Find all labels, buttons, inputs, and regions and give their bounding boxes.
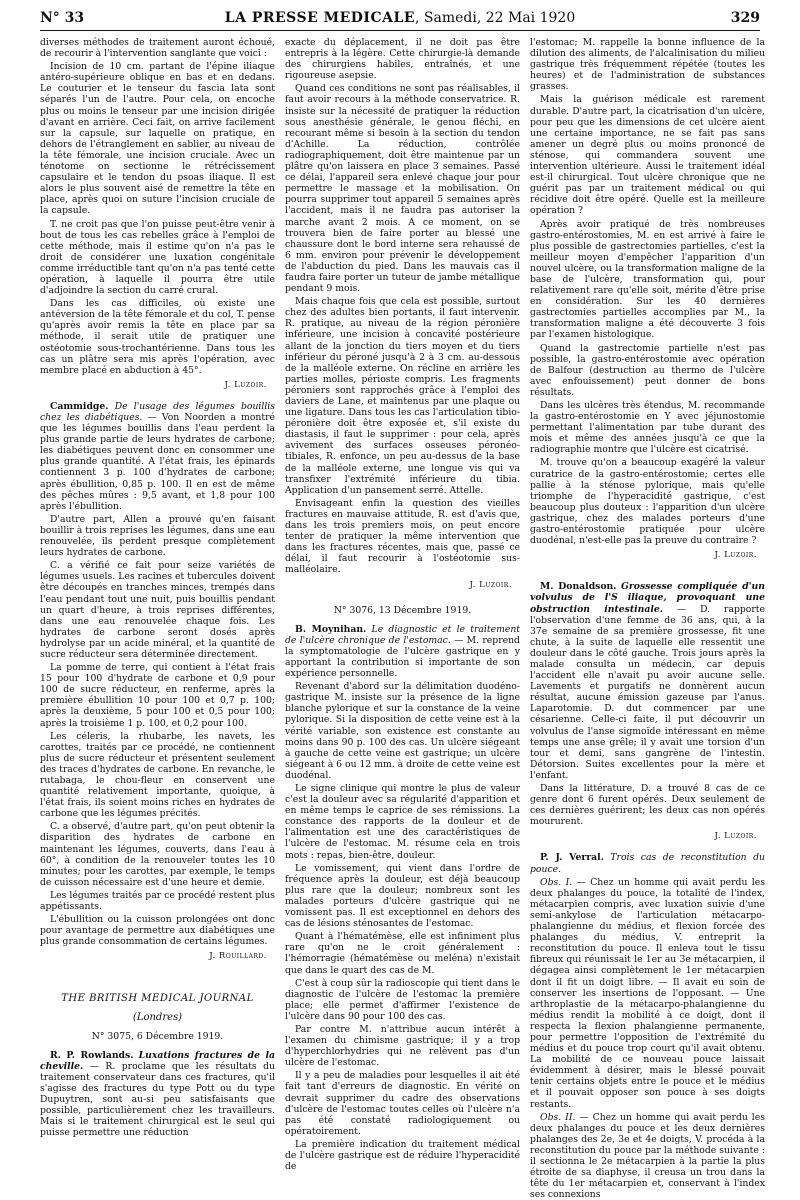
paragraph-text: — Chez un homme qui avait perdu les deux phalanges du pouce et les deux dernières phalanges des 2e, 3e et 4e doigts, V. procéda à la reconstitution du pouce par la méthode suivante : il sectionna le 2e métacarpien à la partie la plus étroite de sa diaphyse, il creusa un trou dans la tête du 1er métacarpien et, conservant à l'index ses connexions (530, 1111, 765, 1200)
paragraph: exacte du déplacement, il ne doit pas être entrepris à la légère. Cette chirurgie-là demande des chirurgiens habiles, entraînés, et une rigoureuse asepsie. (285, 37, 520, 82)
abstract-lead (285, 624, 520, 679)
paragraph-text: — Von Noorden a montré que les légumes bouillis dans l'eau perdent la plus grande partie de leurs hydrates de carbone; les diabétiques peuvent donc en consommer une plus grande quantité. A l'état frais, les épinards contiennent 3 p. 100 d'hydrates de carbone; après ébullition, 0,85 p. 100. Il en est de même des pêches mûres : 9,5 avant, et 1,8 pour 100 après l'ébullition. (40, 412, 275, 512)
paragraph: Revenant d'abord sur la délimitation duodéno-gastrique M. insiste sur la présence de la ligne blanche pylorique et sur la constance de la veine pylorique. Si la disposition de cette veine est à la vérité variable, son existence est constante au moins dans 90 p. 100 des cas. Un ulcère siégeant à gauche de cette veine est gastrique; un ulcère siégeant à 6 ou 12 mm. à droite de cette veine est duodénal. (285, 681, 520, 781)
paragraph-text: — D. rapporte l'observation d'une femme de 36 ans, qui, à la 37e semaine de sa première grossesse, fit une chute, à la suite de laquelle elle ressentit une douleur dans le côté gauche. Trois jours après la malade consulta un médecin, car depuis l'accident elle n'avait pu avoir aucune selle. Lavements et purgatifs ne donnèrent aucun résultat, aucune émission gazeuse par l'anus. Laparotomie. D. dut commencer par une césarienne. Celle-ci faite, il put découvrir un volvulus de l'anse sigmoïde intéressant en même temps une anse grêle; il y avait une torsion d'un tour et demi, sans gangrène de l'intestin. Détorsion. Suites excellentes pour la mère et l'enfant. (530, 603, 765, 781)
paragraph: La pomme de terre, qui contient à l'état frais 15 pour 100 d'hydrate de carbone et 0,9 pour 100 de sucre réducteur, en renferme, après la première ébullition 10 pour 100 et 0,7 p. 100; après la deuxième, 5 pour 100 et 0,5 pour 100; après la troisième 1 p. 100, et 0,2 pour 100. (40, 662, 275, 729)
article-author: R. P. Rowlands. (50, 1049, 134, 1061)
paragraph: Les légumes traités par ce procédé restent plus appétissants. (40, 889, 275, 913)
page-header (40, 8, 760, 31)
column-3 (530, 37, 766, 1200)
paragraph: Incision de 10 cm. partant de l'épine iliaque antéro-supérieure oblique en bas et en dedans. Le couturier et le tenseur du fascia lata sont séparés l'un de l'autre. Pour cela, on encoche plus ou moins le tenseur par une incision dirigée d'avant en arrière. Ceci fait, on arrive facilement sur la capsule, sur laquelle on pratique, en dehors de l'étranglement en sablier, au niveau de la tête fémorale, une incision cruciale. Avec un ténotome on sectionne le rétrécissement capsulaire et le tendon du psoas iliaque. Il est alors le plus souvent aisé de remettre la tête en place, après quoi on suture l'incision cruciale de la capsule. (40, 61, 275, 217)
observation-label: Obs. II. (540, 1111, 576, 1123)
observation (530, 877, 765, 1110)
page-number: 329 (730, 10, 760, 26)
article-columns (40, 37, 766, 1200)
paragraph: Mais chaque fois que cela est possible, surtout chez des adultes bien portants, il faut intervenir. R. pratique, au niveau de la région péronière inférieure, une incision à concavité postérieure allant de la jonction du tiers moyen et du tiers inférieur du péroné jusqu'à 2 à 3 cm. au-dessous de la malléole externe. On récline en arrière les parties molles, périoste compris. Les fragments péroniers sont rapprochés grâce à l'emploi des daviers de Lane, et maintenus par une plaque ou une ligature. Dans tous les cas l'articulation tibio-péronière doit être exposée et, s'il existe du diastasis, il faut le supprimer : pour cela, après avivement des surfaces osseuses péronéo-tibiales, R. enfonce, un peu au-dessus de la base de la malléole externe, une longue vis qui va transfixer l'extrémité inférieure du tibia. Application d'un pansement serré. Attelle. (285, 296, 520, 496)
paragraph-text: — M. reprend la symptomatologie de l'ulcère gastrique en y apportant la contribution si importante de son expérience personnelle. (285, 634, 520, 680)
article-author: Cammidge. (50, 400, 109, 412)
paragraph: C'est à coup sûr la radioscopie qui tient dans le diagnostic de l'ulcère de l'estomac la première place; elle permet d'affirmer l'existence de l'ulcère dans 90 pour 100 des cas. (285, 977, 520, 1022)
paragraph: Dans les ulcères très étendus, M. recommande la gastro-entérostomie en Y avec jéjunostomie permettant l'alimentation par tube durant des mois et même des années jusqu'à ce que la radiographie montre que l'ulcère est cicatrisé. (530, 400, 765, 456)
article-title: De l'usage des légumes bouillis chez les diabétiques. (40, 400, 275, 423)
paragraph: Par contre M. n'attribue aucun intérêt à l'examen du chimisme gastrique; il y a trop d'hyperchlorhydries qui ne relèvent pas d'un ulcère de l'estomac. (285, 1023, 520, 1069)
abstract-lead (530, 852, 765, 874)
paragraph: Quand la gastrectomie partielle n'est pas possible, la gastro-entérostomie avec opération de Balfour (destruction au thermo de l'ulcère avec enfouissement) peut donner de bons résultats. (530, 342, 765, 398)
masthead-date: , Samedi, 22 Mai 1920 (415, 10, 576, 26)
paragraph: La première indication du traitement médical de l'ulcère gastrique est de réduire l'hyperacidité de (285, 1138, 520, 1173)
paragraph: T. ne croit pas que l'on puisse peut-être venir à bout de tous les cas rebelles grâce à l'emploi de cette méthode, mais il estime qu'on n'a pas le droit de considérer une luxation congénitale comme irréductible tant qu'on n'a pas tenté cette opération, à laquelle il pourra être utile d'adjoindre la section du carré crural. (40, 218, 275, 297)
paragraph: l'estomac; M. rappelle la bonne influence de la dilution des aliments, de l'alcalinisation du milieu gastrique très fréquemment répétée (toutes les heures) et de l'administration de substances grasses. (530, 37, 765, 93)
masthead (40, 10, 760, 26)
paragraph: Dans la littérature, D. a trouvé 8 cas de ce genre dont 6 furent opérés. Deux seulement de ces dernières guérirent; les deux cas non opérés moururent. (530, 783, 765, 828)
paragraph-text: — R. proclame que les résultats du traitement conservateur dans ces fractures, qu'il s'agisse des fractures du type Pott ou du type Dupuytren, sont au-si peu satisfaisants que possible, particulièrement chez les travailleurs. Mais si le traitement chirurgical est le seul qui puisse permettre une réduction (40, 1060, 275, 1139)
article-author: B. Moynihan. (295, 623, 367, 635)
column-2 (285, 37, 520, 1173)
paragraph: Les céleris, la rhubarbe, les navets, les carottes, traités par ce procédé, ne contiennent plus de sucre réducteur et présentent seulement des traces d'hydrates de carbone. En revanche, le rutabaga, le chou-fleur en conservent une quantité relativement importante, quoique, à l'état frais, ils soient moins riches en hydrates de carbone que les légumes précités. (40, 730, 275, 820)
paragraph: Il y a peu de maladies pour lesquelles il ait été fait tant d'erreurs de diagnostic. En vérité on devrait supprimer du cadre des observations d'ulcère de l'estomac toutes celles où l'ulcère n'a pas été constaté radiologiquement ou opératoirement. (285, 1070, 520, 1137)
paragraph: M. trouve qu'on a beaucoup exagéré la valeur curatrice de la gastro-entérostomie; certes elle pallie à la sténose pylorique, mais qu'elle triomphe de l'hyperacidité gastrique, c'est beaucoup plus douteux : l'apparition d'un ulcère gastrique, chez des malades porteurs d'une gastro-entérostomie pratiquée pour ulcère duodénal, n'est-elle pas la preuve du contraire ? (530, 457, 765, 547)
paragraph: Le signe clinique qui montre le plus de valeur c'est la douleur avec sa régularité d'apparition et en même temps le caprice de ses rémissions. La constance des rapports de la douleur et de l'alimentation est une des caractéristiques de l'ulcère de l'estomac. M. résume cela en trois mots : repas, bien-être, douleur. (285, 783, 520, 861)
observation (530, 1112, 765, 1200)
column-1 (40, 37, 275, 1139)
paragraph: Envisageant enfin la question des vieilles fractures en mauvaise attitude, R. est d'avis que, dans les trois premiers mois, on peut encore tenter de pratiquer la même intervention que dans les fractures récentes, mais que, passé ce délai, il faut recourir à l'ostéotomie sus-malléolaire. (285, 497, 520, 576)
signature: J. Luzoir. (714, 831, 757, 842)
journal-heading: THE BRITISH MEDICAL JOURNAL (61, 992, 254, 1004)
article-title: Grossesse compliquée d'un volvulus de l'S iliaque, provoquant une obstruction intestinale. (530, 581, 765, 615)
abstract-lead (40, 1050, 275, 1139)
paragraph: Quand ces conditions ne sont pas réalisables, il faut avoir recours à la méthode conservatrice. R. insiste sur la nécessité de pratiquer la réduction sous anesthésie générale, le genou fléchi, en recourant même si besoin à la section du tendon d'Achille. La réduction, contrôlée radiographiquement, doit être maintenue par un plâtre qu'on laissera en place 3 semaines. Passé ce délai, l'appareil sera enlevé chaque jour pour permettre le massage et la mobilisation. On pourra supprimer tout appareil 5 semaines après l'accident, mais il ne faudra pas autoriser la marche avant 2 mois. A ce moment, on se trouvera bien de faire porter au blessé une chaussure dont le bord interne sera rehaussé de 6 mm. environ pour prévenir le développement de l'abduction du pied. Dans les mauvais cas il faudra faire porter un tuteur de jambe métallique pendant 9 mois. (285, 83, 520, 295)
article-title: Luxations fractures de la cheville. (40, 1049, 275, 1072)
article-title: Le diagnostic et le traitement de l'ulcère chronique de l'estomac. (285, 623, 520, 646)
paragraph: Après avoir pratiqué de très nombreuses gastro-entérostomies, M. en est arrivé à faire le plus possible de gastrectomies partielles, c'est la meilleur moyen d'empêcher l'apparition d'un nouvel ulcère, ou la transformation maligne de la base de l'ulcère, transformation qui, pour relativement rare qu'elle soit, mérite d'être prise en considération. Sur les 40 dernières gastrectomies partielles accomplies par M., la transformation maligne a été découverte 3 fois par l'examen histologique. (530, 218, 765, 341)
issue-number: N° 33 (40, 10, 85, 26)
paragraph: Dans les cas difficiles, où existe une antéversion de la tête fémorale et du col, T. pense qu'après avoir remis la tête en place par sa méthode, il serait utile de pratiquer une ostéotomie sous-trochantérienne. Dans tous les cas un plâtre sera mis après l'opération, avec membre placé en abduction à 45°. (40, 298, 275, 376)
paragraph: C. a observé, d'autre part, qu'on peut obtenir la disparition des hydrates de carbone en maintenant les légumes, couverts, dans l'eau à 60°, à condition de la renouveler toutes les 10 minutes; pour les carottes, par exemple, le temps de cuisson nécessaire est d'une heure et demie. (40, 821, 275, 888)
article-title: Trois cas de reconstitution du pouce. (530, 852, 766, 875)
journal-city: (Londres) (132, 1011, 183, 1023)
paragraph: Mais la guérison médicale est rarement durable. D'autre part, la cicatrisation d'un ulcère, pour peu que les dimensions de cet ulcère aient une certaine importance, ne se fait pas sans amener un degré plus ou moins prononcé de sténose, qui commandera souvent une intervention ultérieure. Aussi le traitement idéal est-il chirurgical. Tout ulcère chronique que ne guérit pas par un traitement médical ou qui récidive doit être opéré. Quelle est la meilleure opération ? (530, 94, 765, 217)
signature: J. Luzoir. (224, 379, 267, 390)
signature: J. Luzoir. (714, 550, 757, 561)
paragraph: L'ébullition ou la cuisson prolongées ont donc pour avantage de permettre aux diabétiques une plus grande consommation de certains légumes. (40, 914, 275, 948)
signature: J. Luzoir. (469, 579, 512, 590)
paragraph: Quant à l'hématémèse, elle est infiniment plus rare qu'on ne le croit généralement : l'hémorragie (hématémèse ou meléna) n'existait que dans le quart des cas de M. (285, 931, 520, 976)
paragraph-text: — Chez un homme qui avait perdu les deux phalanges du pouce, la totalité de l'index, métacarpien compris, avec luxation suivie d'une semi-ankylose de l'articulation métacarpo-phalangienne du médius, et flexion forcée des phalanges du médius, V. entreprit la reconstitution du pouce. Il enleva tout le tissu fibreux qui réunissait le 1er au 3e métacarpien, il dégagea ainsi complètement le 1er métacarpien dont il fit un doigt libre. — Il avait eu soin de conserver les insertions de l'opposant. — Une arthroplastie de la métacarpo-phalangienne du médius rendit la mobilité à ce doigt, dont il respecta la flexion phalangienne permanente, pour permettre l'opposition de l'extrémité du médius et du pouce trop court qu'il avait obtenu. La mobilité de ce nouveau pouce laissait évidemment à désirer, mais le blessé pouvait tenir certains objets entre le pouce et le médius et il pouvait opposer son pouce à ses doigts restants. (530, 876, 765, 1110)
masthead-title: LA PRESSE MEDICALE (224, 10, 415, 26)
paragraph: diverses méthodes de traitement auront échoué, de recourir à l'intervention sanglante que voici : (40, 37, 275, 60)
abstract-lead (40, 401, 275, 512)
journal-issue: N° 3076, 13 Décembre 1919. (333, 604, 472, 616)
paragraph: Le vomissement, qui vient dans l'ordre de fréquence après la douleur, est déjà beaucoup plus rare que la douleur; nombreux sont les malades porteurs d'ulcère gastrique qui ne vomissent pas. Il est exceptionnel en dehors des cas de lésions sténosantes de l'estomac. (285, 862, 520, 930)
signature: J. Rouillard. (209, 951, 267, 962)
paragraph: D'autre part, Allen a prouvé qu'en faisant bouillir à trois reprises les légumes, dans une eau renouvelée, ils perdent presque complètement leurs hydrates de carbone. (40, 513, 275, 559)
article-author: M. Donaldson. (540, 581, 617, 593)
paragraph: C. a vérifié ce fait pour seize variétés de légumes usuels. Les racines et tubercules doivent être découpés en tranches minces, trempés dans l'eau pendant tout une nuit, puis bouillis pendant un quart d'heure, à trois reprises différentes, dans une eau renouvelée chaque fois. Les hydrates de carbone seront dosés après hydrolyse par un acide minéral, et la quantité de sucre réducteur sera déterminée directement. (40, 560, 275, 660)
article-author: P. J. Verral. (540, 852, 604, 864)
abstract-lead (530, 581, 765, 781)
journal-issue: N° 3075, 6 Décembre 1919. (91, 1030, 224, 1042)
observation-label: Obs. I. (540, 876, 573, 888)
spacer (530, 571, 765, 581)
